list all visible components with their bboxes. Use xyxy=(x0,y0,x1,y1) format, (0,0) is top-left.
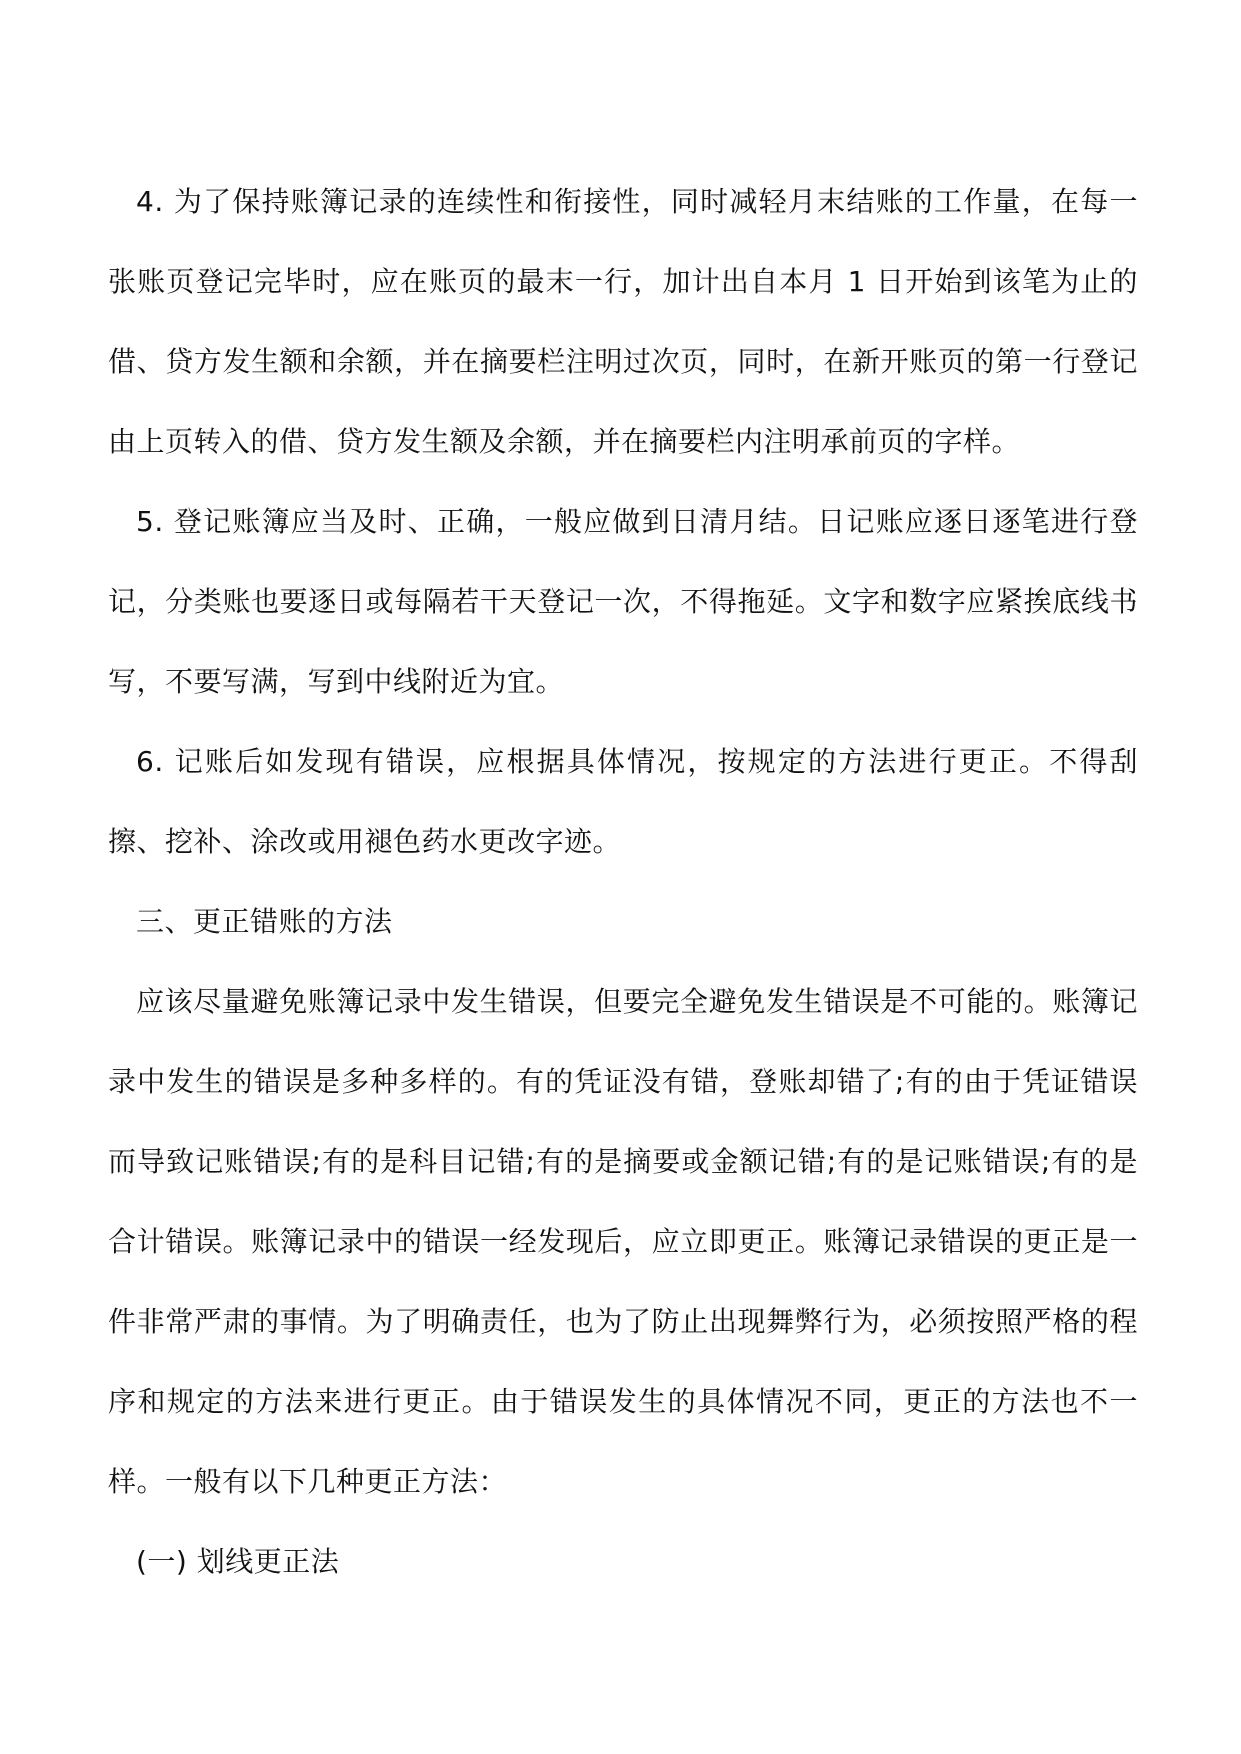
paragraph-item-6: 6. 记账后如发现有错误，应根据具体情况，按规定的方法进行更正。不得刮擦、挖补、涂改或用褪色药水更改字迹。 xyxy=(108,745,1138,858)
section-paragraph: 应该尽量避免账簿记录中发生错误，但要完全避免发生错误是不可能的。账簿记录中发生的错误是多种多样的。有的凭证没有错，登账却错了;有的由于凭证错误而导致记账错误;有的是科目记错;有的是摘要或金额记错;有的是记账错误;有的是合计错误。账簿记录中的错误一经发现后，应立即更正。账簿记录错误的更正是一件非常严肃的事情。为了明确责任，也为了防止出现舞弊行为，必须按照严格的程序和规定的方法来进行更正。由于错误发生的具体情况不同，更正的方法也不一样。一般有以下几种更正方法： xyxy=(108,985,1138,1498)
document-body xyxy=(108,162,1138,1602)
paragraph-item-4: 4. 为了保持账簿记录的连续性和衔接性，同时减轻月末结账的工作量，在每一张账页登记完毕时，应在账页的最末一行，加计出自本月 1 日开始到该笔为止的借、贷方发生额和余额，并在摘要栏注明过次页，同时，在新开账页的第一行登记由上页转入的借、贷方发生额及余额，并在摘要栏内注明承前页的字样。 xyxy=(108,185,1138,458)
section-heading: 三、更正错账的方法 xyxy=(136,905,393,938)
paragraph-item-5: 5. 登记账簿应当及时、正确，一般应做到日清月结。日记账应逐日逐笔进行登记，分类账也要逐日或每隔若干天登记一次，不得拖延。文字和数字应紧挨底线书写，不要写满，写到中线附近为宜。 xyxy=(108,505,1138,698)
sub-heading: (一) 划线更正法 xyxy=(136,1545,340,1578)
